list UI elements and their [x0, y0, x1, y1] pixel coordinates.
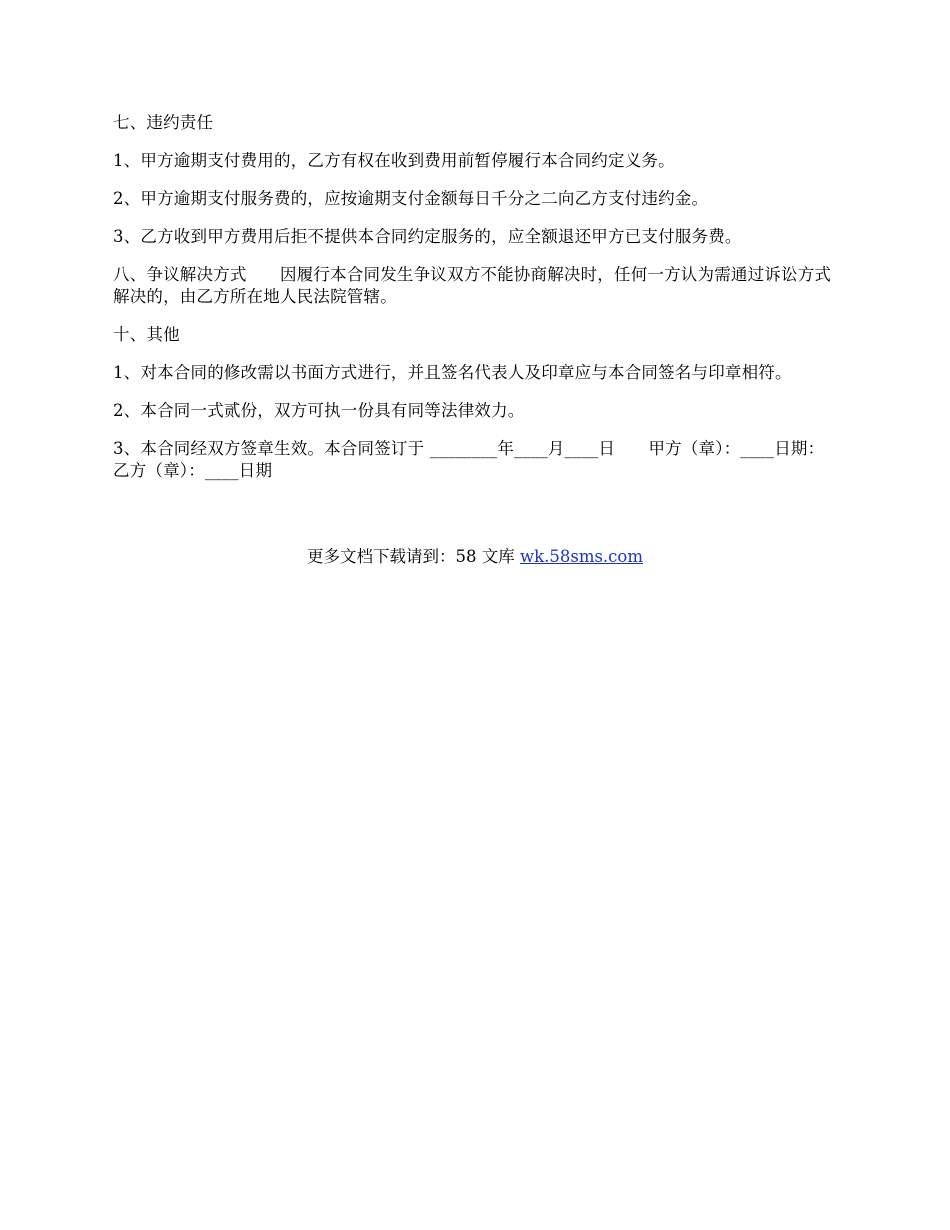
document-body — [113, 112, 850, 498]
footer-text: 更多文档下载请到：58 文库 — [306, 547, 520, 566]
section-dispute-resolution: 八、争议解决方式 因履行本合同发生争议双方不能协商解决时，任何一方认为需通过诉讼方式解决的，由乙方所在地人民法院管辖。 — [113, 265, 832, 306]
clause-10-2: 2、本合同一式贰份，双方可执一份具有同等法律效力。 — [113, 401, 525, 420]
clause-7-1: 1、甲方逾期支付费用的，乙方有权在收到费用前暂停履行本合同约定义务。 — [113, 151, 675, 170]
clause-7-3: 3、乙方收到甲方费用后拒不提供本合同约定服务的，应全额退还甲方已支付服务费。 — [113, 227, 742, 246]
download-footer — [0, 546, 950, 568]
section-heading-breach-liability: 七、违约责任 — [113, 113, 214, 132]
clause-10-3-signature-line: 3、本合同经双方签章生效。本合同签订于 ________年____月____日 甲方（章）：____日期： 乙方（章）：____日期 — [113, 439, 850, 480]
clause-10-1: 1、对本合同的修改需以书面方式进行，并且签名代表人及印章应与本合同签名与印章相符。 — [113, 363, 792, 382]
footer-link[interactable]: wk.58sms.com — [519, 547, 643, 566]
clause-7-2: 2、甲方逾期支付服务费的，应按逾期支付金额每日千分之二向乙方支付违约金。 — [113, 189, 709, 208]
section-heading-other: 十、其他 — [113, 325, 180, 344]
